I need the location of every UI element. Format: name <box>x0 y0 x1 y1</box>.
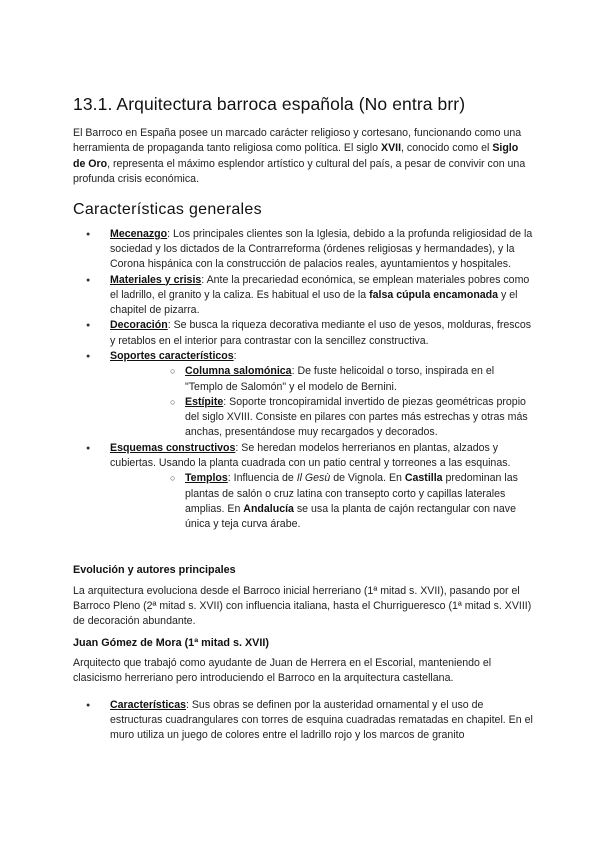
evolution-paragraph: La arquitectura evoluciona desde el Barroco inicial herreriano (1ª mitad s. XVII), pasando por el Barroco Pleno (2ª mitad s. XVII) con influencia italiana, hasta el Churrigueresco (1ª mitad s. XVIII) de decoración abundante. <box>73 584 532 628</box>
document-page <box>73 92 533 743</box>
list-item-templos: ○ Templos: Influencia de Il Gesù de Vignola. En Castilla predominan las plantas de salón o cruz latina con transepto corto y capillas laterales amplias. En Andalucía se usa la planta de cajón rectangular con nave única y teja curva árabe. <box>148 471 533 532</box>
author-paragraph: Arquitecto que trabajó como ayudante de Juan de Herrera en el Escorial, manteniendo el clasicismo herreriano pero introduciendo el Barroco en la arquitectura castellana. <box>73 656 492 685</box>
section-heading-gomez-de-mora: Juan Gómez de Mora (1ª mitad s. XVII) <box>73 636 269 649</box>
esquemas-sublist <box>148 471 533 532</box>
list-item-materiales: ● Materiales y crisis: Ante la precariedad económica, se emplean materiales pobres como el ladrillo, el granito y la caliza. Es habitual el uso de la falsa cúpula encamonada y el chapitel de pizarra. <box>73 273 533 319</box>
section-heading-caracteristicas: Características generales <box>73 200 262 218</box>
author-list <box>73 698 533 744</box>
list-item-columna: ○ Columna salomónica: De fuste helicoidal o torso, inspirada en el "Templo de Salomón" y el modelo de Bernini. <box>148 364 533 395</box>
soportes-sublist <box>148 364 533 440</box>
page-title: 13.1. Arquitectura barroca española (No entra brr) <box>73 94 466 114</box>
list-item-esquemas: ● Esquemas constructivos: Se heredan modelos herrerianos en plantas, alzados y cubiertas. Usando la planta cuadrada con un patio central y torreones a las esquinas. ○ Templos: Influencia de Il Gesù de Vignola. En Castilla predominan las plantas de salón o cruz latina con transepto corto y capillas laterales amplias. En Andalucía se usa la planta de cajón rectangular con nave única y teja curva árabe. <box>73 441 533 533</box>
section-heading-evolucion: Evolución y autores principales <box>73 563 236 576</box>
characteristics-list <box>73 227 533 533</box>
intro-paragraph: El Barroco en España posee un marcado carácter religioso y cortesano, funcionando como una herramienta de propaganda tanto religiosa como política. El siglo XVII, conocido como el Siglo de Oro, representa el máximo esplendor artístico y cultural del país, a pesar de convivir con una profunda crisis económica. <box>73 127 526 186</box>
list-item-mecenazgo: ● Mecenazgo: Los principales clientes son la Iglesia, debido a la profunda religiosidad de la sociedad y los dictados de la Contrarreforma (órdenes religiosas y hermandades), y la Corona hispánica con la construcción de palacios reales, ayuntamientos y hospitales. <box>73 227 533 273</box>
list-item-estipite: ○ Estípite: Soporte troncopiramidal invertido de piezas geométricas propio del siglo XVIII. Consiste en pilares con partes más estrechas y otras más anchas, presentándose muy recargados y decorados. <box>148 395 533 441</box>
list-item-soportes: ● Soportes característicos: ○ Columna salomónica: De fuste helicoidal o torso, inspirada en el "Templo de Salomón" y el modelo de Bernini. ○ Estípite: Soporte troncopiramidal invertido de piezas geométricas propio del siglo XVIII. Consiste en pilares con partes más estrechas y otras más anchas, presentándose muy recargados y decorados. <box>73 349 533 441</box>
list-item-caracteristicas: ● Características: Sus obras se definen por la austeridad ornamental y el uso de estructuras cuadrangulares con torres de esquina cuadradas rematadas en chapitel. En el muro utiliza un juego de colores entre el ladrillo rojo y los marcos de granito <box>73 698 533 744</box>
list-item-decoracion: ● Decoración: Se busca la riqueza decorativa mediante el uso de yesos, molduras, frescos y retablos en el interior para contrastar con la sencillez constructiva. <box>73 318 533 349</box>
